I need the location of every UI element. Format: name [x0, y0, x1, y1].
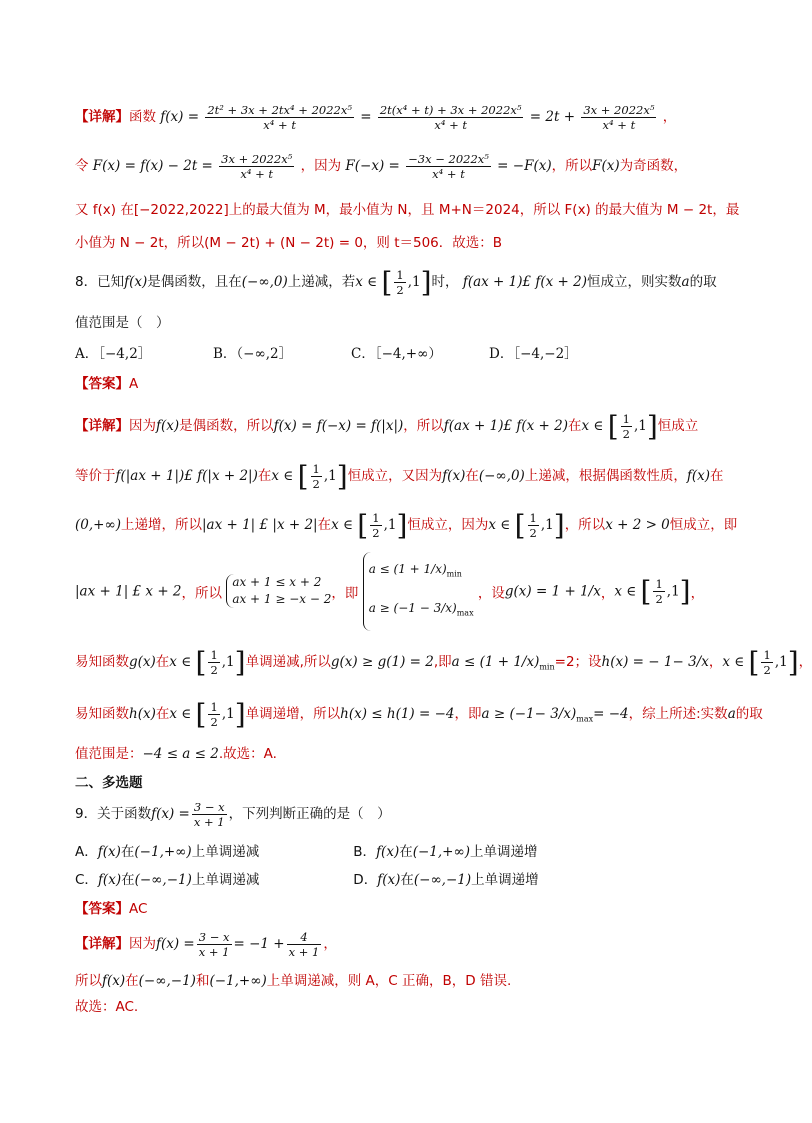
math-expr: a [681, 274, 690, 290]
math-expr: f(x) [97, 872, 122, 888]
frac-den: x⁴ + t [602, 118, 636, 132]
math-expr: ax + 1 ≥ −x − 2 [232, 592, 332, 607]
option-b[interactable] [353, 840, 537, 860]
math-expr: x ∈ [722, 654, 745, 670]
math-expr: (−∞,−1) [413, 872, 472, 888]
option-label: C． [75, 872, 98, 888]
math-expr: a ≤ (1 + 1/x) [451, 654, 540, 670]
text: 函数 [129, 109, 156, 125]
option-a[interactable] [75, 840, 349, 860]
text: 恒成立，即 [669, 517, 738, 533]
frac-den: x⁴ + t [240, 167, 274, 181]
q8-detail-line-1: 【详解】因为f(x)是偶函数，所以f(x) = f(−x) = f(|x|)，所以f(ax + 1)£ f(x + 2)在x ∈ [ $\frac{1}{2}$ ,1]恒成立 [75, 410, 699, 443]
math-expr: = −4 [593, 706, 629, 722]
frac-num: 1 [372, 511, 380, 525]
answer-value: A [129, 376, 139, 392]
frac-num: 1 [655, 576, 663, 591]
text: 时， [431, 274, 459, 290]
math-expr: f(x) = [156, 936, 195, 952]
subscript: max [456, 608, 474, 618]
subscript: min [539, 662, 555, 672]
frac-den: x⁴ + t [432, 167, 465, 181]
q8-detail-line-2: 等价于f(|ax + 1|)£ f(|x + 2|)在x ∈ [ $\frac{1}{2}$ ,1]恒成立，又因为f(x)在(−∞,0)上递减，根据偶函数性质，f(x)在 [75, 460, 724, 493]
subscript: max [576, 714, 594, 724]
text: 在 [317, 517, 332, 533]
text: ，设 [477, 585, 505, 602]
text: 在 [121, 872, 135, 888]
fraction [311, 462, 322, 491]
fraction [528, 511, 539, 540]
text: 易知函数 [75, 654, 129, 670]
math-expr: f(|ax + 1|)£ f(|x + 2|) [115, 468, 258, 484]
frac-den: 2 [622, 427, 630, 441]
text: 在 [155, 706, 170, 722]
frac-num: 3x + 2022x⁵ [583, 103, 655, 117]
text: 上单调递增 [470, 844, 538, 860]
frac-den: x⁴ + t [263, 118, 296, 132]
math-expr: F(x) = f(x) − 2t = [92, 158, 213, 174]
math-expr: = −1 + [233, 936, 285, 952]
text: 在 [125, 973, 139, 989]
math-expr: (−∞,−1) [134, 872, 192, 888]
math-expr: ,1 [540, 517, 554, 533]
math-expr: x ∈ [355, 274, 378, 290]
q8-stem-line-1: 8．已知f(x)是偶函数，且在(−∞,0)上递减，若x ∈ [ $\frac{1}{2}$ ,1]时， f(ax + 1)£ f(x + 2)恒成立，则实数a的取 [75, 266, 717, 299]
math-expr: (−1,+∞) [412, 844, 471, 860]
frac-num: 1 [622, 412, 630, 426]
text: 是偶函数，且在 [147, 274, 242, 290]
text: 易知函数 [75, 706, 129, 722]
math-expr: a ≤ (1 + 1/x) [368, 562, 447, 576]
frac-den: x + 1 [288, 945, 320, 959]
frac-num: 2t² + 3x + 2tx⁴ + 2022x⁵ [207, 103, 352, 117]
frac-num: 1 [396, 268, 404, 282]
frac-num: 3x + 2022x⁵ [221, 152, 293, 166]
text: 在 [400, 872, 414, 888]
math-expr: ,1 [221, 654, 235, 670]
fraction [621, 412, 632, 441]
math-expr: f(x) [97, 844, 121, 860]
frac-den: 2 [372, 526, 380, 540]
math-expr: f(x) [376, 844, 400, 860]
frac-num: 1 [763, 648, 771, 662]
math-expr: |ax + 1| £ x + 2 [75, 583, 182, 600]
math-expr: f(x) = f(−x) = f(|x|) [273, 418, 404, 434]
fraction [370, 511, 381, 540]
fraction [653, 577, 664, 606]
frac-den: x + 1 [198, 945, 230, 959]
answer-value: AC [129, 901, 148, 917]
frac-num: 3 − x [193, 800, 225, 814]
text: .故选：A. [218, 746, 277, 762]
text: 单调递减,所以 [245, 654, 331, 670]
fraction [406, 152, 491, 181]
frac-den: x + 1 [193, 815, 225, 829]
math-expr: x ∈ [581, 418, 604, 434]
math-expr: x + 2 > 0 [605, 517, 670, 533]
math-expr: x ∈ [271, 468, 294, 484]
math-expr: ,1 [666, 583, 680, 600]
math-expr: f(x) = [160, 109, 200, 125]
q8-detail-line-3: (0,+∞)上递增，所以|ax + 1| £ |x + 2|在x ∈ [ $\frac{1}{2}$ ,1]恒成立，因为x ∈ [ $\frac{1}{2}$ ,1]，所以x + 2 > 0恒成立，即 [75, 509, 738, 542]
text: ，所以 [564, 517, 606, 533]
math-expr: ax + 1 ≤ x + 2 [232, 575, 322, 590]
text: 的取 [735, 706, 763, 722]
frac-den: 2 [396, 283, 404, 297]
math-expr: f(x) [377, 872, 401, 888]
text: ，即 [331, 585, 359, 602]
fraction [208, 700, 219, 729]
text: 上递减，若 [287, 274, 356, 290]
math-expr: x ∈ [331, 517, 353, 533]
math-expr: = −F(x) [497, 158, 552, 174]
frac-num: 2t(x⁴ + t) + 3x + 2022x⁵ [379, 103, 522, 117]
math-expr: = 2t + [529, 109, 576, 125]
q8-detail-line-5: 易知函数g(x)在x ∈ [ $\frac{1}{2}$ ,1]单调递减,所以g(x) ≥ g(1) = 2,即$a \le (1 + 1/x)_{min}=2$；设h(x) = − 1− 3/x，x ∈ [ $\frac{1}{2}$ ,1]， [75, 646, 812, 679]
system-brace-2 [363, 552, 474, 631]
math-expr: h(x) ≤ h(1) = −4 [340, 706, 455, 722]
frac-num: 1 [312, 462, 320, 476]
fraction [581, 103, 656, 132]
option-d[interactable] [353, 868, 538, 888]
math-expr: (−∞,0) [478, 468, 525, 484]
math-expr: ,1 [407, 274, 421, 290]
math-expr: f(x) [156, 418, 180, 434]
math-expr: x ∈ [488, 517, 511, 533]
frac-num: 1 [210, 700, 218, 714]
q9-detail-line-1 [75, 930, 337, 959]
math-expr: ,1 [774, 654, 788, 670]
math-expr: f(x) [442, 468, 466, 484]
text: ，所以 [403, 418, 444, 434]
option-a[interactable]: A．［−4,2］ [75, 346, 152, 362]
detail-line-4: 小值为 N − 2t，所以(M − 2t) + (N − 2t) = 0，则 t＝506．故选：B [75, 235, 503, 251]
frac-num: −3x − 2022x⁵ [408, 152, 489, 166]
detail-line-3: 又 f(x) 在[−2022,2022]上的最大值为 M，最小值为 N，且 M+N＝2024，所以 F(x) 的最大值为 M − 2t，最 [75, 202, 740, 218]
text: 上单调递增 [471, 872, 539, 888]
text: ，所以 [181, 585, 223, 602]
frac-den: 2 [763, 663, 771, 677]
frac-den: 2 [529, 526, 537, 540]
text: 恒成立 [657, 418, 699, 434]
text: ， [690, 585, 705, 602]
text: ，综上所述:实数 [628, 706, 728, 722]
math-expr: ,1 [221, 706, 235, 722]
detail-tag: 【详解】 [75, 936, 129, 952]
math-expr: −4 ≤ a ≤ 2 [142, 746, 219, 762]
math-expr: (0,+∞) [75, 517, 121, 533]
fraction [378, 103, 524, 132]
q9-stem [75, 800, 391, 829]
math-expr: a [727, 706, 736, 722]
math-expr: h(x) = − 1− 3/x [601, 654, 709, 670]
text: 上递增，所以 [120, 517, 202, 533]
fraction [394, 268, 405, 297]
math-expr: ,1 [383, 517, 397, 533]
system-brace-1 [226, 574, 331, 608]
text: ， [798, 654, 812, 670]
math-expr: f(x) [686, 468, 710, 484]
option-label: D． [353, 872, 378, 888]
fraction [197, 930, 232, 959]
answer-tag: 【答案】 [75, 901, 129, 917]
detail-tag: 【详解】 [75, 109, 129, 125]
text: 和 [195, 973, 210, 989]
math-expr: a ≥ (−1 − 3/x) [368, 601, 457, 616]
text: 恒成立，又因为 [347, 468, 443, 484]
math-expr: g(x) = 1 + 1/x [504, 583, 601, 600]
math-expr: ,1 [323, 468, 337, 484]
text: 恒成立，因为 [407, 517, 489, 533]
text: 单调递增，所以 [245, 706, 341, 722]
frac-den: 2 [312, 477, 320, 491]
math-expr: x ∈ [614, 583, 637, 600]
text: 恒成立，则实数 [587, 274, 682, 290]
fraction [205, 103, 354, 132]
q9-detail-line-2 [75, 969, 511, 989]
text: 在 [399, 844, 413, 860]
text: 等价于 [75, 468, 116, 484]
text: 因为 [129, 936, 156, 952]
text: 的取 [689, 274, 717, 290]
q8-detail-line-7 [75, 742, 277, 762]
math-expr: x ∈ [169, 654, 192, 670]
text: 值范围是： [75, 746, 143, 762]
math-expr: F(x) [592, 158, 620, 174]
text: =2；设 [554, 654, 602, 670]
math-expr: = [360, 109, 372, 125]
text: 在 [155, 654, 170, 670]
q8-detail-line-6: 易知函数h(x)在x ∈ [ $\frac{1}{2}$ ,1]单调递增，所以h(x) ≤ h(1) = −4，即$a \ge (-1- 3/x)_{max}= -4$，综上所述:实数a的取 [75, 698, 763, 731]
option-c[interactable]: C．［−4,+∞） [351, 346, 442, 362]
text: 上单调递减 [191, 844, 260, 860]
text: 上单调递减，则 A，C 正确，B，D 错误. [266, 973, 512, 989]
text: 在 [709, 468, 724, 484]
math-expr: ,1 [633, 418, 647, 434]
text: 令 [75, 158, 89, 174]
math-expr: f(x) = [151, 806, 190, 822]
math-expr: (−∞,−1) [138, 973, 196, 989]
math-expr: f(x) [124, 274, 148, 290]
math-expr: |ax + 1| £ |x + 2| [201, 517, 318, 533]
text: 在 [120, 844, 135, 860]
q9-options-row-2 [75, 868, 539, 888]
text: 上递减，根据偶函数性质， [524, 468, 687, 484]
math-expr: g(x) ≥ g(1) = 2 [330, 654, 434, 670]
fraction [761, 648, 772, 677]
detail-line-2 [75, 152, 687, 181]
text: 在 [257, 468, 272, 484]
fraction [208, 648, 219, 677]
math-expr: (−1,+∞) [134, 844, 192, 860]
text: 在 [567, 418, 582, 434]
option-c[interactable] [75, 868, 349, 888]
q8-detail-line-4: |ax + 1| £ x + 2，所以 ax + 1 ≤ x + 2 ax + 1 ≥ −x − 2 ，即 $a \le (1 + 1/x)_{min}$ $a \ge (-1 - 3/x)_{max}$ ，设g(x) = 1 + 1/x，x ∈ [ $\frac{1}{2}$ ,1]， [75, 552, 704, 631]
fraction [192, 800, 227, 829]
q9-answer [75, 897, 147, 917]
option-d[interactable]: D．［−4,−2］ [489, 346, 578, 362]
option-label: B． [353, 844, 377, 860]
frac-den: 2 [210, 663, 218, 677]
q9-detail-line-3: 故选：AC. [75, 999, 139, 1015]
q9-options-row-1 [75, 840, 538, 860]
math-expr: f(x) [102, 973, 126, 989]
text: ， [708, 654, 723, 670]
text: 上单调递减 [191, 872, 260, 888]
q8-stem-line-2: 值范围是（ ） [75, 315, 170, 331]
text: ，所以 [551, 158, 593, 174]
frac-num: 1 [210, 648, 218, 662]
text: ，下列判断正确的是（ ） [228, 806, 391, 822]
section-heading: 二、多选题 [75, 775, 143, 791]
text: 是偶函数，所以 [179, 418, 274, 434]
text: 为奇函数， [619, 158, 688, 174]
math-expr: (−∞,0) [241, 274, 288, 290]
text: ，即 [454, 706, 482, 722]
frac-num: 4 [287, 930, 322, 945]
text: ,即 [433, 654, 452, 670]
math-expr: h(x) [129, 706, 156, 722]
frac-den: x⁴ + t [434, 118, 467, 132]
text: ， [323, 936, 337, 952]
math-expr: f(ax + 1)£ f(x + 2) [443, 418, 568, 434]
detail-line-1 [75, 103, 676, 132]
answer-tag: 【答案】 [75, 376, 129, 392]
math-expr: x ∈ [169, 706, 192, 722]
math-expr: (−1,+∞) [209, 973, 267, 989]
detail-tag: 【详解】 [75, 418, 129, 434]
text: 9．关于函数 [75, 806, 152, 822]
frac-den: 2 [210, 715, 218, 729]
q8-options [75, 342, 578, 362]
q8-answer [75, 372, 138, 392]
text: 8．已知 [75, 274, 125, 290]
frac-num: 1 [529, 511, 537, 525]
text: 在 [465, 468, 479, 484]
text: 因为 [129, 418, 156, 434]
math-expr: a ≥ (−1− 3/x) [481, 706, 577, 722]
frac-num: 3 − x [198, 930, 230, 944]
math-expr: F(−x) = [345, 158, 400, 174]
math-expr: g(x) [129, 654, 156, 670]
frac-den: 2 [655, 591, 663, 606]
fraction [219, 152, 294, 181]
text: ， [600, 585, 615, 602]
option-label: A． [75, 844, 98, 860]
text: 所以 [75, 973, 102, 989]
fraction [287, 930, 322, 959]
option-b[interactable]: B．（−∞,2］ [213, 346, 293, 362]
text: ，因为 [300, 158, 342, 174]
math-expr: f(ax + 1)£ f(x + 2) [462, 274, 588, 290]
text: ， [662, 109, 677, 125]
subscript: min [446, 569, 462, 579]
